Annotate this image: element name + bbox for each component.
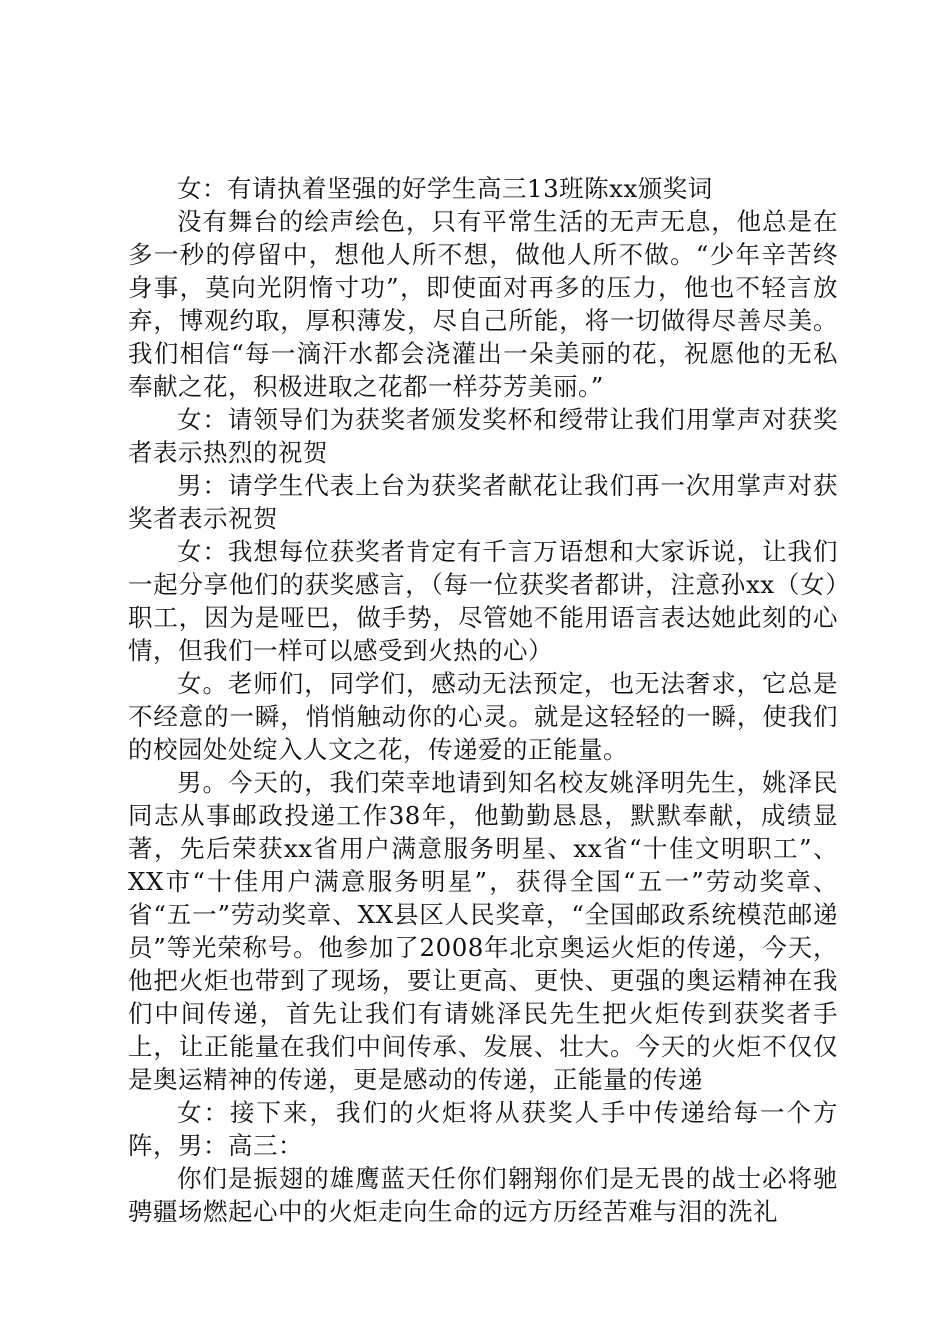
document-body	[128, 172, 838, 1228]
paragraph-acceptance-speech: 女：我想每位获奖者肯定有千言万语想和大家诉说，让我们一起分享他们的获奖感言，（每一位获奖者都讲，注意孙xx（女）职工，因为是哑巴，做手势，尽管她不能用语言表达她此刻的心情，但我们一样可以感受到火热的心）	[128, 537, 838, 665]
paragraph-poem: 你们是振翅的雄鹰蓝天任你们翱翔你们是无畏的战士必将驰骋疆场燃起心中的火炬走向生命的远方历经苦难与泪的洗礼	[128, 1164, 838, 1226]
paragraph-student-flowers: 男：请学生代表上台为获奖者献花让我们再一次用掌声对获奖者表示祝贺	[128, 471, 838, 533]
paragraph-alumni-torch: 男。今天的，我们荣幸地请到知名校友姚泽明先生，姚泽民同志从事邮政投递工作38年，他勤勤恳恳，默默奉献，成绩显著，先后荣获xx省用户满意服务明星、xx省“十佳文明职工”、XX市“十佳用户满意服务明星”，获得全国“五一”劳动奖章、省“五一”劳动奖章、XX县区人民奖章，“全国邮政系统模范邮递员”等光荣称号。他参加了2008年北京奥运火炬的传递，今天，他把火炬也带到了现场，要让更高、更快、更强的奥运精神在我们中间传递，首先让我们有请姚泽民先生把火炬传到获奖者手上，让正能量在我们中间传承、发展、壮大。今天的火炬不仅仅是奥运精神的传递，更是感动的传递，正能量的传递	[128, 768, 838, 1094]
paragraph-intro-female: 女：有请执着坚强的好学生高三13班陈xx颁奖词	[177, 174, 713, 203]
paragraph-leaders-present: 女：请领导们为获奖者颁发奖杯和绶带让我们用掌声对获奖者表示热烈的祝贺	[128, 405, 838, 467]
paragraph-award-speech: 没有舞台的绘声绘色，只有平常生活的无声无息，他总是在多一秒的停留中，想他人所不想，做他人所不做。“少年辛苦终身事，莫向光阴惰寸功”，即使面对再多的压力，他也不轻言放弃，博观约取，厚积薄发，尽自己所能，将一切做得尽善尽美。我们相信“每一滴汗水都会浇灌出一朵美丽的花，祝愿他的无私奉献之花，积极进取之花都一样芬芳美丽。”	[128, 207, 838, 401]
paragraph-teachers-students: 女。老师们，同学们，感动无法预定，也无法奢求，它总是不经意的一瞬，悄悄触动你的心灵。就是这轻轻的一瞬，使我们的校园处处绽入人文之花，传递爱的正能量。	[128, 669, 838, 764]
paragraph-torch-pass: 女：接下来，我们的火炬将从获奖人手中传递给每一个方阵，男：高三：	[128, 1098, 838, 1160]
